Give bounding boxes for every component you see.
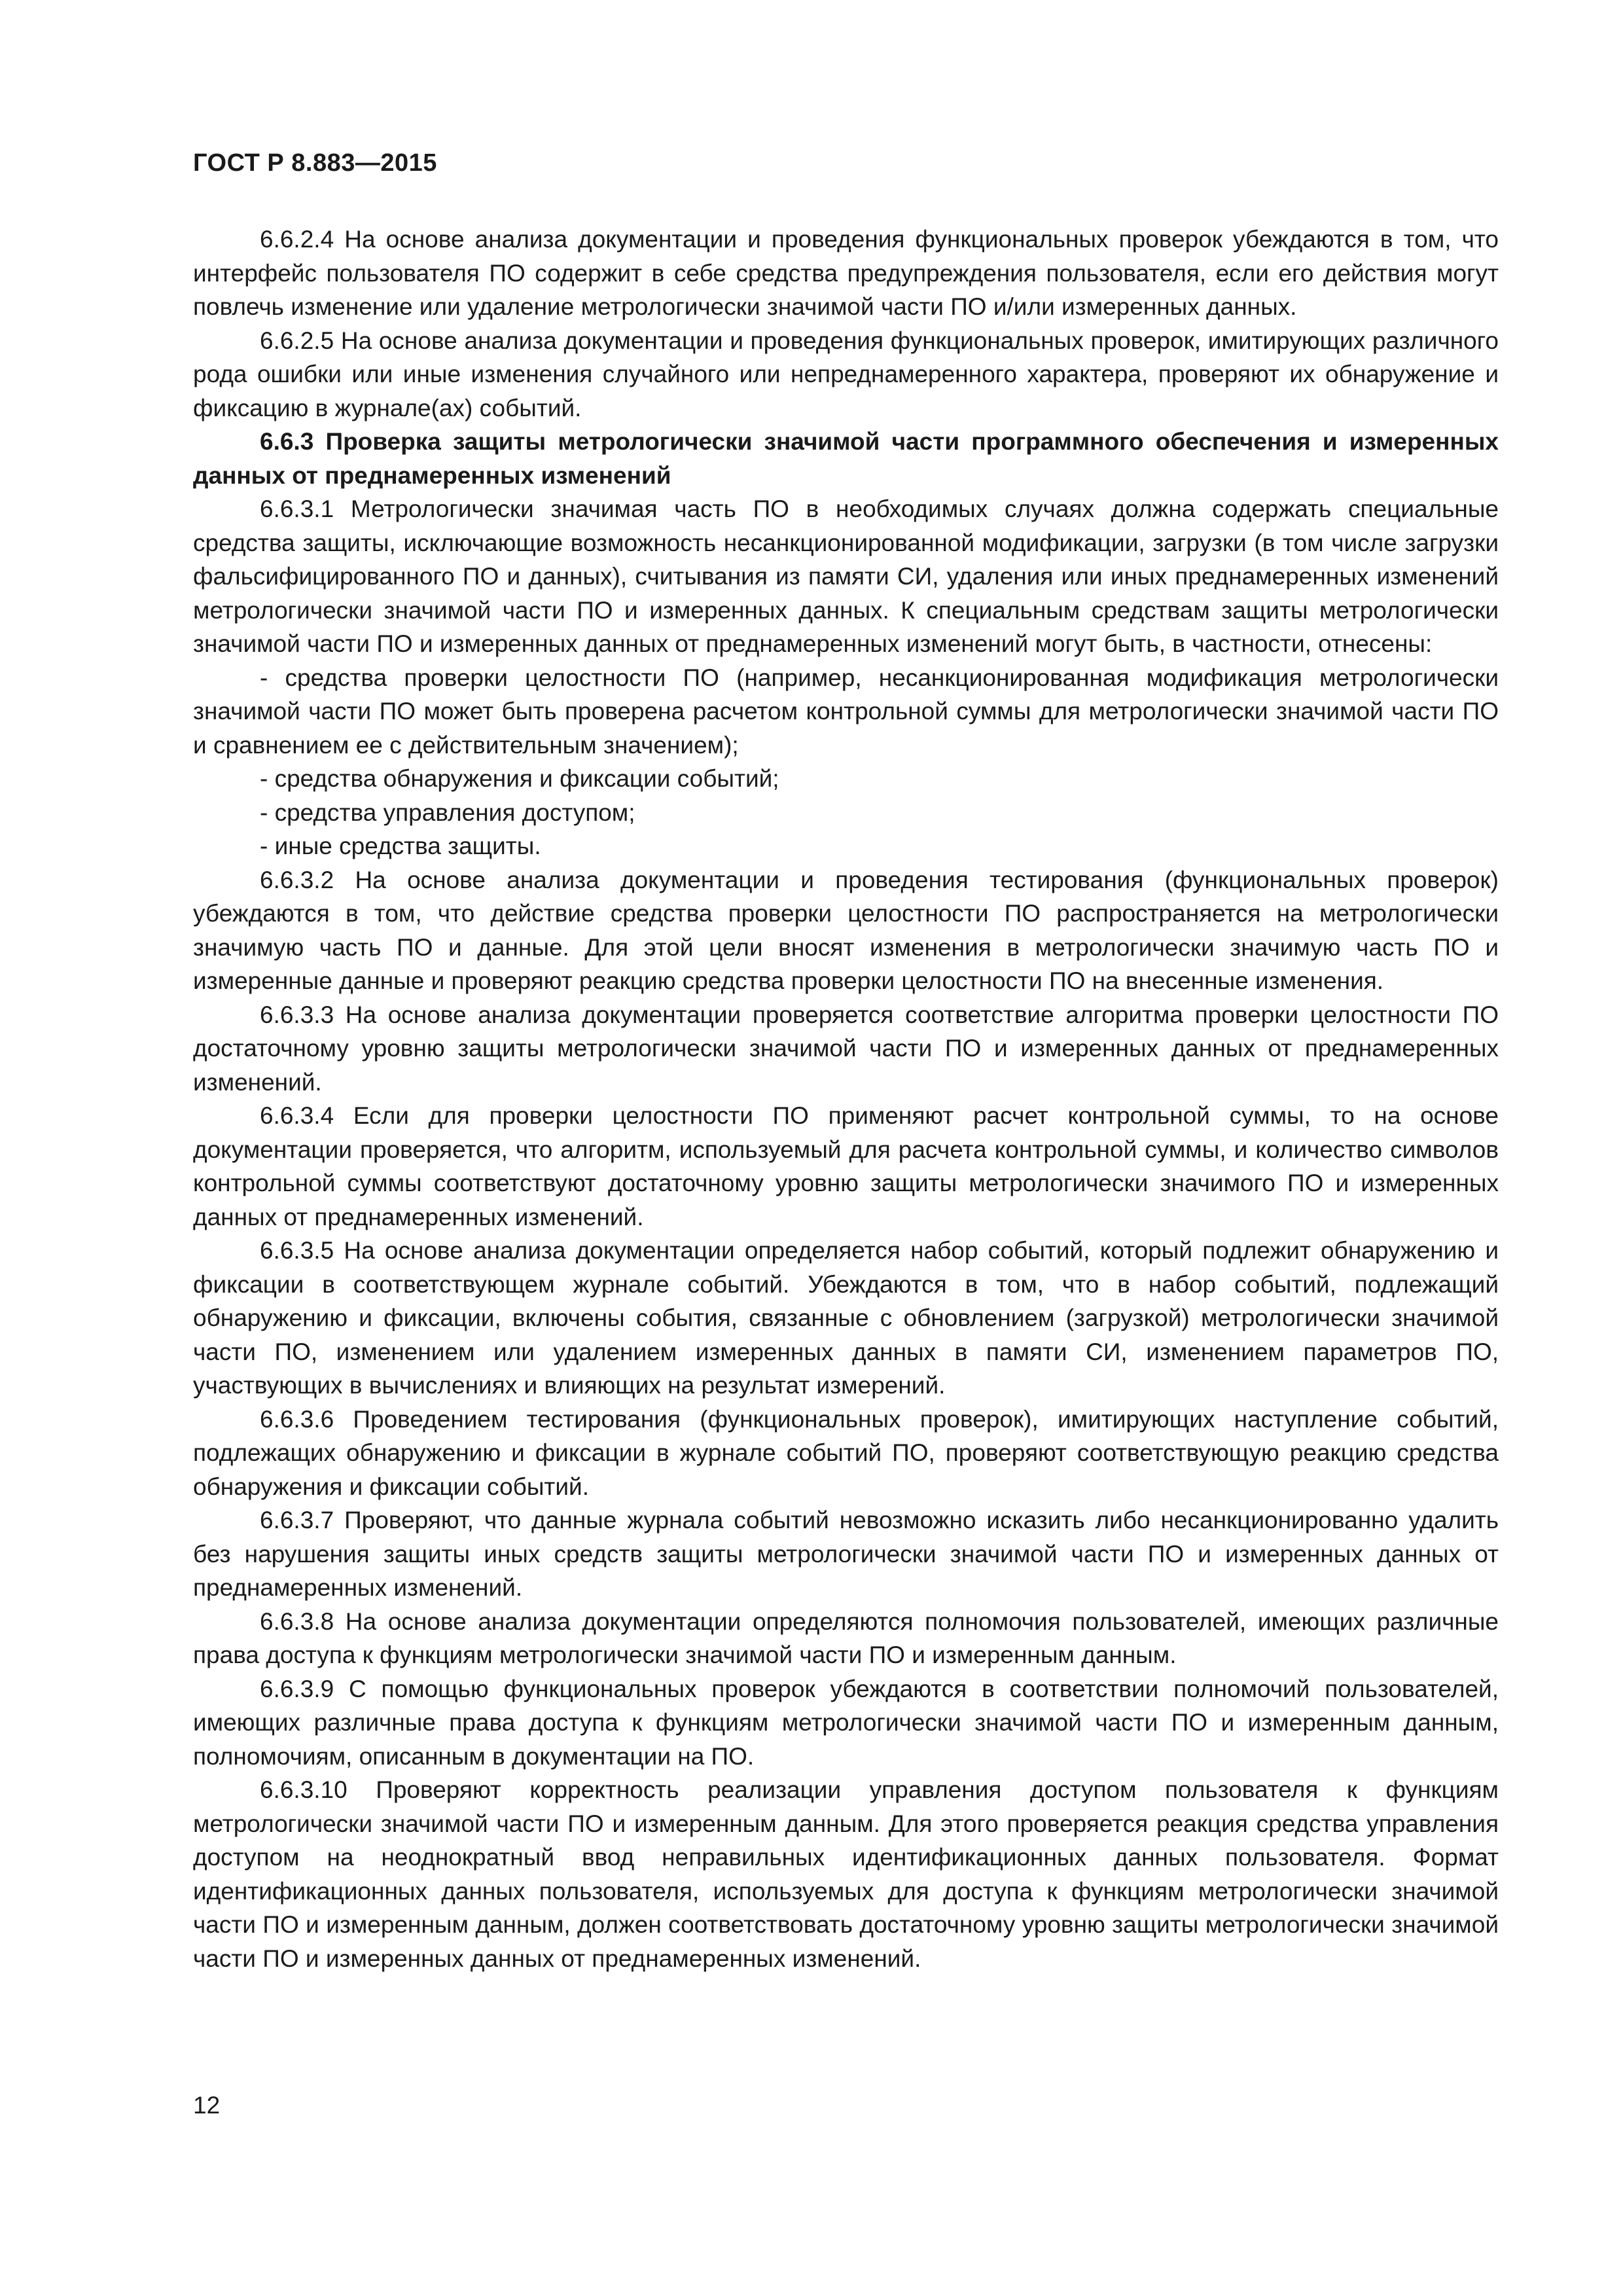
section-heading-6-6-3: 6.6.3 Проверка защиты метрологически значимой части программного обеспечения и измеренных данных от преднамеренных изменений bbox=[193, 428, 1499, 489]
paragraph-6-6-3-2: 6.6.3.2 На основе анализа документации и проведения тестирования (функциональных проверок) убеждаются в том, что действие средства проверки целостности ПО распространяется на метрологически значимую часть ПО и данные. Для этой цели вносят изменения в метрологически значимую часть ПО и измеренные данные и проверяют реакцию средства проверки целостности ПО на внесенные изменения. bbox=[193, 866, 1499, 994]
document-header: ГОСТ Р 8.883—2015 bbox=[193, 149, 437, 177]
paragraph-6-6-3-8: 6.6.3.8 На основе анализа документации определяются полномочия пользователей, имеющих различные права доступа к функциям метрологически значимой части ПО и измеренным данным. bbox=[193, 1607, 1499, 1668]
paragraph-6-6-3-7: 6.6.3.7 Проверяют, что данные журнала событий невозможно исказить либо несанкционированно удалить без нарушения защиты иных средств защиты метрологически значимой части ПО и измеренных данных от преднамеренных изменений. bbox=[193, 1507, 1499, 1601]
list-item: - средства проверки целостности ПО (например, несанкционированная модификация метрологически значимой части ПО может быть проверена расчетом контрольной суммы для метрологически значимой части ПО и сравнением ее с действительным значением); bbox=[193, 664, 1499, 759]
list-item: - иные средства защиты. bbox=[260, 833, 541, 859]
list-item: - средства обнаружения и фиксации событий; bbox=[260, 765, 779, 792]
paragraph-6-6-3-1: 6.6.3.1 Метрологически значимая часть ПО в необходимых случаях должна содержать специальные средства защиты, исключающие возможность несанкционированной модификации, загрузки (в том числе загрузки фальсифицированного ПО и данных), считывания из памяти СИ, удаления или иных преднамеренных изменений метрологически значимой части ПО и измеренных данных. К специальным средствам защиты метрологически значимой части ПО и измеренных данных от преднамеренных изменений могут быть, в частности, отнесены: bbox=[193, 495, 1499, 657]
paragraph-6-6-3-10: 6.6.3.10 Проверяют корректность реализации управления доступом пользователя к функциям метрологически значимой части ПО и измеренным данным. Для этого проверяется реакция средства управления доступом на неоднократный ввод неправильных идентификационных данных пользователя. Формат идентификационных данных пользователя, используемых для доступа к функциям метрологически значимой части ПО и измеренным данным, должен соответствовать достаточному уровню защиты метрологически значимой части ПО и измеренных данных от преднамеренных изменений. bbox=[193, 1776, 1499, 1972]
paragraph-6-6-3-4: 6.6.3.4 Если для проверки целостности ПО применяют расчет контрольной суммы, то на основе документации проверяется, что алгоритм, используемый для расчета контрольной суммы, и количество символов контрольной суммы соответствуют достаточному уровню защиты метрологически значимого ПО и измеренных данных от преднамеренных изменений. bbox=[193, 1102, 1499, 1230]
paragraph-6-6-3-9: 6.6.3.9 С помощью функциональных проверок убеждаются в соответствии полномочий пользователей, имеющих различные права доступа к функциям метрологически значимой части ПО и измеренным данным, полномочиям, описанным в документации на ПО. bbox=[193, 1675, 1499, 1770]
paragraph-6-6-2-4: 6.6.2.4 На основе анализа документации и проведения функциональных проверок убеждаются в том, что интерфейс пользователя ПО содержит в себе средства предупреждения пользователя, если его действия могут повлечь изменение или удаление метрологически значимой части ПО и/или измеренных данных. bbox=[193, 226, 1499, 320]
paragraph-6-6-2-5: 6.6.2.5 На основе анализа документации и проведения функциональных проверок, имитирующих различного рода ошибки или иные изменения случайного или непреднамеренного характера, проверяют их обнаружение и фиксацию в журнале(ах) событий. bbox=[193, 327, 1499, 422]
paragraph-6-6-3-6: 6.6.3.6 Проведением тестирования (функциональных проверок), имитирующих наступление событий, подлежащих обнаружению и фиксации в журнале событий ПО, проверяют соответствующую реакцию средства обнаружения и фиксации событий. bbox=[193, 1405, 1499, 1500]
paragraph-6-6-3-3: 6.6.3.3 На основе анализа документации проверяется соответствие алгоритма проверки целостности ПО достаточному уровню защиты метрологически значимой части ПО и измеренных данных от преднамеренных изменений. bbox=[193, 1001, 1499, 1096]
page-number: 12 bbox=[193, 2092, 221, 2119]
document-body bbox=[193, 223, 1499, 1975]
paragraph-6-6-3-5: 6.6.3.5 На основе анализа документации определяется набор событий, который подлежит обнаружению и фиксации в соответствующем журнале событий. Убеждаются в том, что в набор событий, подлежащий обнаружению и фиксации, включены события, связанные с обновлением (загрузкой) метрологически значимой части ПО, изменением или удалением измеренных данных в памяти СИ, изменением параметров ПО, участвующих в вычислениях и влияющих на результат измерений. bbox=[193, 1237, 1499, 1399]
list-item: - средства управления доступом; bbox=[260, 798, 635, 826]
